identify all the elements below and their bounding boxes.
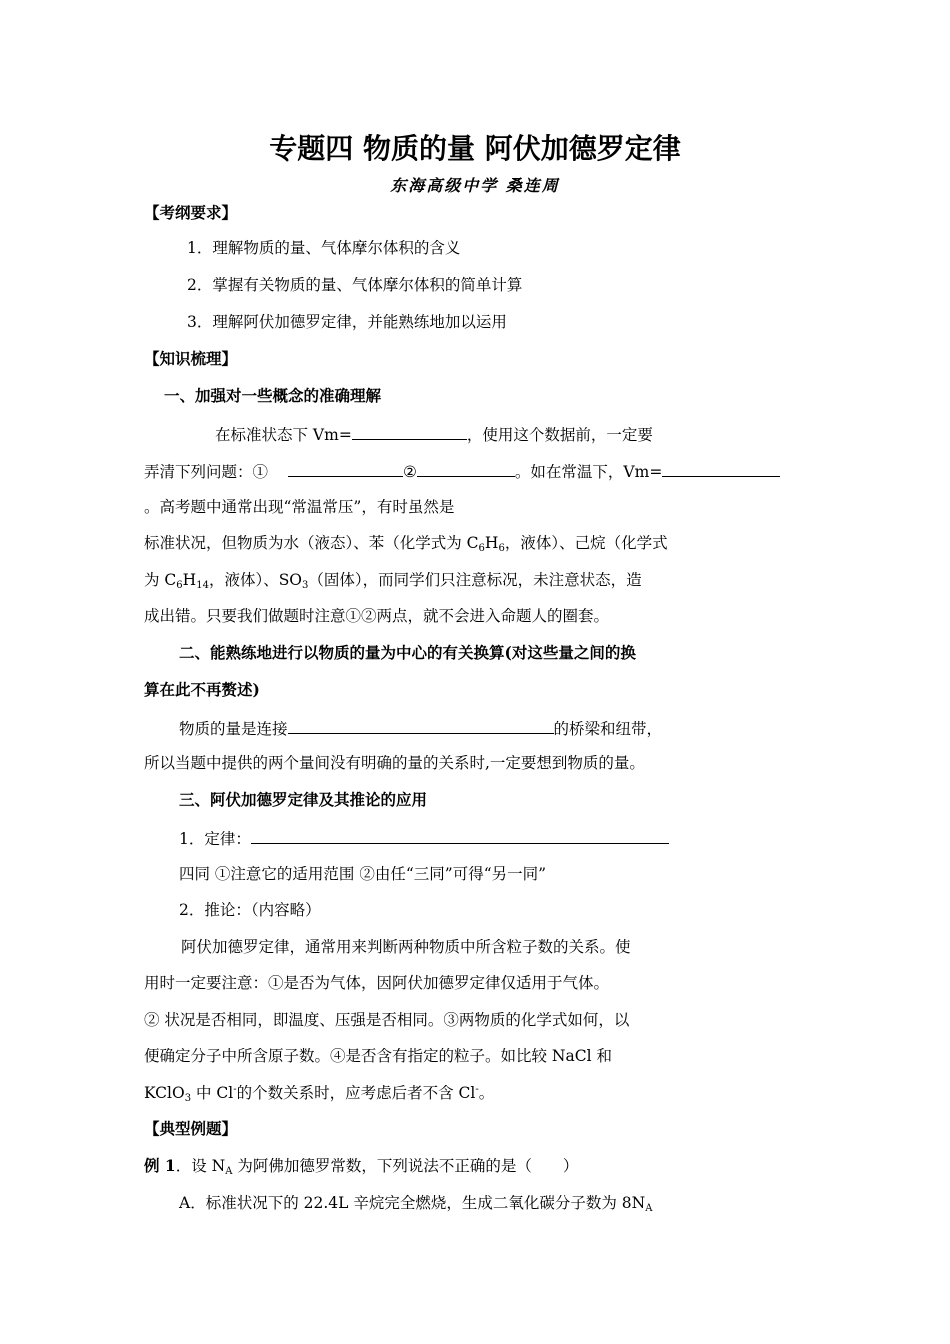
text-span: H: [182, 571, 197, 589]
author-line: 东海高级中学 桑连周: [390, 176, 560, 195]
paragraph-line: [179, 827, 669, 849]
paragraph-line: 四同 ①注意它的适用范围 ②由任“三同”可得“另一同”: [179, 865, 547, 883]
blank-line: [288, 717, 554, 734]
text-span: 在标准状态下 Vm=: [215, 426, 352, 444]
text-span: 。如在常温下，Vm=: [514, 463, 663, 481]
text-span: 为 C: [144, 571, 177, 589]
blank-line: [417, 460, 515, 477]
superscript: -: [475, 1084, 479, 1095]
section-heading-requirements: 【考纲要求】: [144, 203, 238, 222]
superscript: -: [233, 1084, 237, 1095]
paragraph-line: [215, 423, 653, 445]
blank-line: [251, 827, 669, 844]
page-title: 专题四 物质的量 阿伏加德罗定律: [269, 132, 681, 165]
subheading-conversions-cont: 算在此不再赘述): [144, 680, 260, 699]
blank-line: [662, 460, 780, 477]
subscript: 6: [498, 543, 505, 554]
text-span: 1．定律：: [179, 830, 251, 848]
subscript: 3: [184, 1093, 192, 1104]
text-span: 中 Cl: [191, 1084, 234, 1102]
text-span: ，液体）、SO: [208, 571, 303, 589]
text-span: 的桥梁和纽带，: [553, 720, 663, 738]
subheading-conversions: 二、能熟练地进行以物质的量为中心的有关换算(对这些量之间的换: [179, 643, 636, 662]
subscript: 14: [196, 580, 209, 591]
section-heading-examples: 【典型例题】: [144, 1119, 238, 1138]
text-span: 物质的量是连接: [179, 720, 288, 738]
paragraph-line: 用时一定要注意：①是否为气体，因阿伏加德罗定律仅适用于气体。: [144, 974, 610, 992]
text-span: ，液体）、己烷（化学式: [504, 534, 668, 552]
subscript: 6: [176, 580, 183, 591]
paragraph-line: 。高考题中通常出现“常温常压”，有时虽然是: [144, 498, 455, 516]
paragraph-line: [144, 533, 668, 553]
paragraph-line: [144, 460, 780, 482]
subscript: 3: [302, 580, 309, 591]
paragraph-line: [144, 570, 642, 590]
subscript: A: [645, 1203, 653, 1214]
text-span: 。: [478, 1084, 495, 1102]
text-span: A．标准状况下的 22.4L 辛烷完全燃烧，生成二氧化碳分子数为 8N: [179, 1194, 646, 1212]
text-span: 的个数关系时，应考虑后者不含 Cl: [236, 1084, 476, 1102]
paragraph-line: 阿伏加德罗定律，通常用来判断两种物质中所含粒子数的关系。使: [181, 938, 631, 956]
text-span: 标准状况，但物质为水（液态）、苯（化学式为 C: [144, 534, 479, 552]
text-span: ．设 N: [175, 1157, 226, 1175]
text-span: KClO: [144, 1084, 185, 1102]
requirement-3: 3．理解阿伏加德罗定律，并能熟练地加以运用: [187, 313, 507, 331]
paragraph-line: ② 状况是否相同，即温度、压强是否相同。③两物质的化学式如何，以: [144, 1011, 630, 1029]
paragraph-line: 便确定分子中所含原子数。④是否含有指定的粒子。如比较 NaCl 和: [144, 1047, 612, 1065]
text-span: ，使用这个数据前，一定要: [466, 426, 653, 444]
requirement-2: 2．掌握有关物质的量、气体摩尔体积的简单计算: [187, 276, 523, 294]
subscript: A: [225, 1166, 233, 1177]
option-a: [179, 1193, 652, 1213]
requirement-1: 1．理解物质的量、气体摩尔体积的含义: [187, 239, 461, 257]
text-span: 为阿佛加德罗常数，下列说法不正确的是（ ）: [232, 1157, 579, 1175]
paragraph-line: 所以当题中提供的两个量间没有明确的量的关系时,一定要想到物质的量。: [144, 754, 645, 772]
text-span: （固体），而同学们只注意标况，未注意状态，造: [308, 571, 642, 589]
paragraph-line: [179, 717, 662, 739]
section-heading-knowledge: 【知识梳理】: [144, 349, 238, 368]
paragraph-line: 2．推论：（内容略）: [179, 901, 321, 919]
subscript: 6: [478, 543, 485, 554]
subheading-avogadro: 三、阿伏加德罗定律及其推论的应用: [179, 790, 428, 809]
text-span: 弄清下列问题：①: [144, 463, 269, 481]
example-question: [144, 1156, 578, 1176]
blank-line: [288, 460, 403, 477]
subheading-concepts: 一、加强对一些概念的准确理解: [164, 386, 382, 405]
text-span: ②: [403, 463, 417, 481]
paragraph-line: 成出错。只要我们做题时注意①②两点，就不会进入命题人的圈套。: [144, 607, 610, 625]
text-span: H: [484, 534, 499, 552]
example-label: 例 1: [144, 1156, 176, 1175]
blank-line: [352, 423, 467, 440]
paragraph-line: [144, 1083, 494, 1103]
